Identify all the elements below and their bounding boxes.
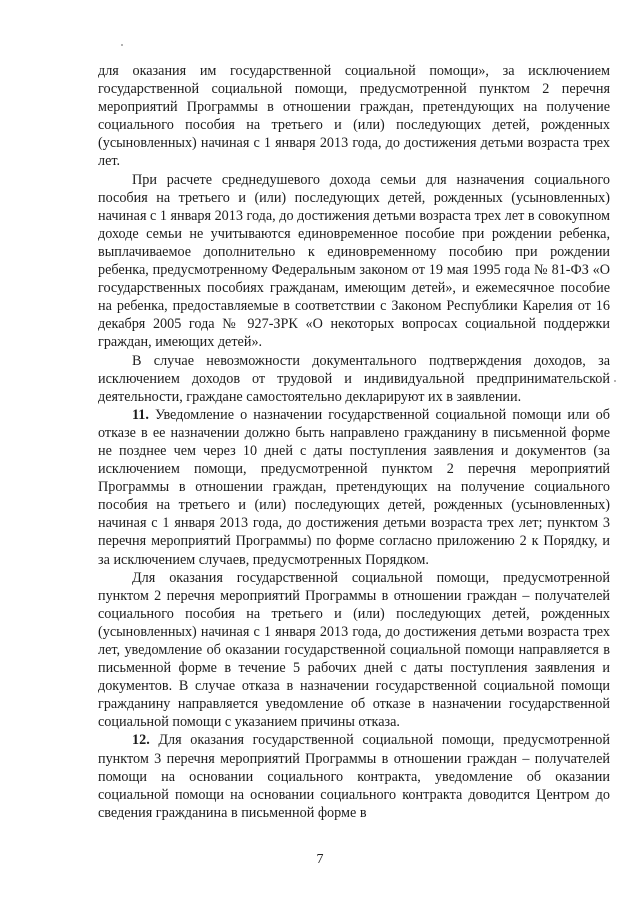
paragraph-notification-terms [98, 569, 610, 732]
paragraph-continuation [98, 62, 610, 171]
document-body [98, 62, 610, 822]
paragraph-income-calculation [98, 171, 610, 352]
paragraph-text: для оказания им государственной социальной помощи», за исключением государственной социальной помощи, предусмотренной пунктом 2 перечня мероприятий Программы в отношении граждан, претендующих на получение социального пособия на третьего и (или) последующих детей, рожденных (усыновленных) начиная с 1 января 2013 года, до достижения детьми возраста трех лет. [98, 63, 610, 170]
paragraph-text: Уведомление о назначении государственной социальной помощи или об отказе в ее назначении должно быть направлено гражданину в письменной форме не позднее чем через 10 дней с даты поступления заявления и документов (за исключением помощи, предусмотренной пунктом 2 перечня мероприятий Программы в отношении граждан, претендующих на получение социального пособия на третьего и (или) последующих детей, рожденных (усыновленных) начиная с 1 января 2013 года, до достижения детьми возраста трех лет; пунктом 3 перечня мероприятий Программы) по форме согласно приложению 2 к Порядку, и за исключением случаев, предусмотренных Порядком. [98, 406, 610, 568]
paragraph-text: Для оказания государственной социальной помощи, предусмотренной пунктом 3 перечня мероприятий Программы в отношении граждан – получателей помощи на основании социального контракта, уведомление об оказании социальной помощи на основании социального контракта доводится Центром до сведения гражданина в письменной форме в [98, 732, 610, 821]
paragraph-text: При расчете среднедушевого дохода семьи для назначения социального пособия на третьего и (или) последующих детей, рожденных (усыновленных) начиная с 1 января 2013 года, до достижения детьми возраста трех лет в совокупном доходе семьи не учитываются единовременное пособие при рождении ребенка, выплачиваемое дополнительно к единовременному пособию при рождении ребенка, предусмотренному Федеральным законом от 19 мая 1995 года № 81-ФЗ «О государственных пособиях гражданам, имеющим детей», и ежемесячное пособие на ребенка, предоставляемые в соответствии с Законом Республики Карелия от 16 декабря 2005 года № 927-ЗРК «О некоторых вопросах социальной поддержки граждан, имеющих детей». [98, 171, 611, 351]
scan-speck [121, 44, 123, 46]
scan-speck [614, 380, 616, 382]
clause-number: 11. [132, 406, 149, 423]
paragraph-clause-12 [98, 731, 610, 821]
paragraph-clause-11 [98, 406, 610, 569]
paragraph-text: В случае невозможности документального подтверждения доходов, за исключением доходов от трудовой и индивидуальной предпринимательской деятельности, граждане самостоятельно декларируют их в заявлении. [98, 352, 610, 405]
paragraph-text: Для оказания государственной социальной помощи, предусмотренной пунктом 2 перечня мероприятий Программы в отношении граждан – получателей социального пособия на третьего и (или) последующих детей, рожденных (усыновленных) начиная с 1 января 2013 года, до достижения детьми возраста трех лет, уведомление об оказании государственной социальной помощи направляется в письменной форме в течение 5 рабочих дней с даты поступления заявления и документов. В случае отказа в назначении государственной социальной помощи гражданину направляется уведомление об отказе в назначении государственной социальной помощи с указанием причины отказа. [98, 569, 610, 731]
paragraph-income-declaration [98, 352, 610, 406]
page-number: 7 [316, 852, 324, 867]
clause-number: 12. [132, 732, 150, 749]
